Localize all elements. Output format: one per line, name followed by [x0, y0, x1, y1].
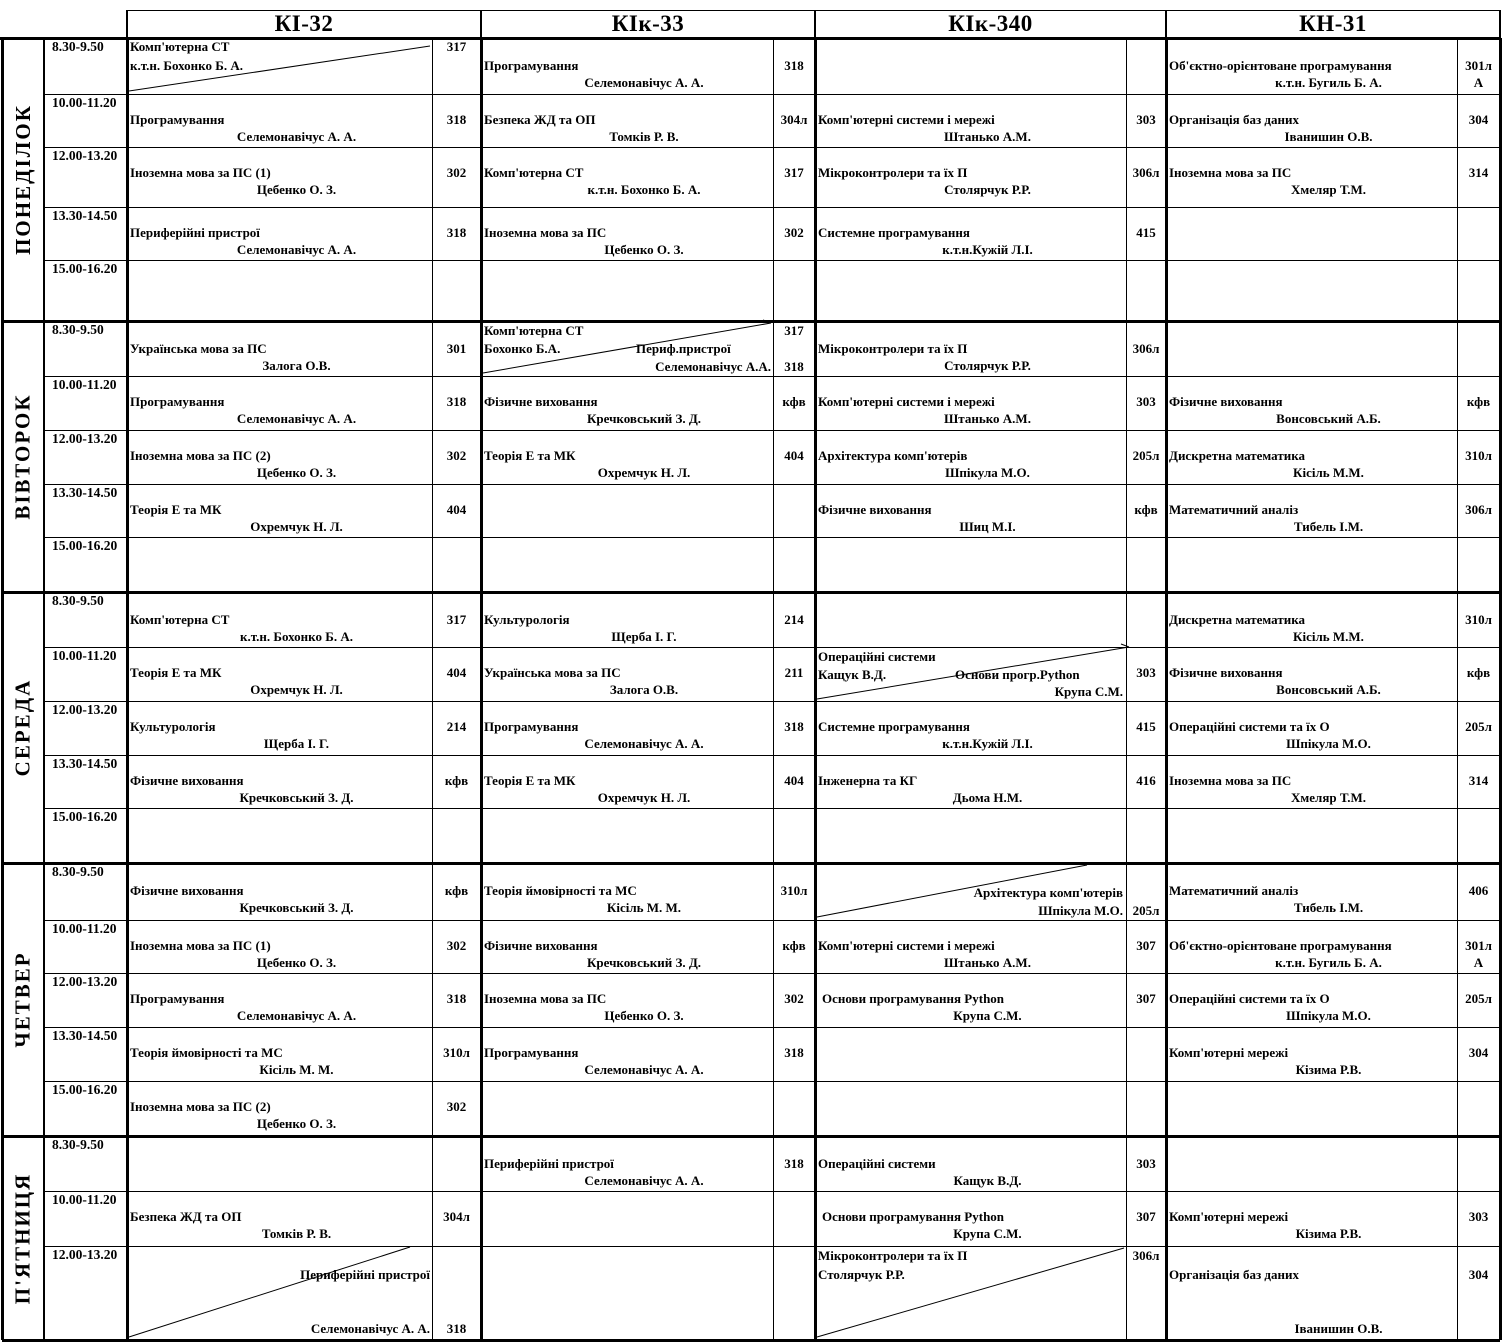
- grid-line-h: [44, 1081, 1500, 1082]
- grid-line-h: [44, 701, 1500, 702]
- lesson-subject: Інженерна та КГ: [818, 773, 918, 788]
- lesson-subject: Культурологія: [130, 719, 216, 734]
- lesson-subject: Периферійні пристрої: [484, 1156, 614, 1171]
- lesson-subject: Програмування: [484, 719, 579, 734]
- group-header: КІ-32: [274, 11, 334, 36]
- lesson-subject: Архітектура комп'ютерів: [973, 885, 1123, 900]
- lesson-teacher: к.т.н.Кужій Л.І.: [942, 736, 1033, 751]
- room-number: 317: [784, 323, 804, 338]
- lesson-subject: Комп'ютерна СТ: [484, 165, 584, 180]
- room-number: 306л: [1132, 341, 1160, 356]
- room-number: 318: [784, 58, 804, 73]
- day-name: П'ЯТНИЦЯ: [10, 1172, 35, 1304]
- room-number: 318: [446, 112, 467, 127]
- day-name: ЧЕТВЕР: [10, 951, 35, 1048]
- room-number: 406: [1468, 883, 1489, 898]
- lesson-subject: Операційні системи та їх О: [1169, 991, 1330, 1006]
- grid-line-h: [44, 1191, 1500, 1192]
- lesson-teacher: Штанько А.М.: [944, 129, 1031, 144]
- room-number: 317: [784, 165, 804, 180]
- time-slot: 10.00-11.20: [52, 95, 117, 110]
- time-slot: 13.30-14.50: [52, 1028, 118, 1043]
- lesson-teacher: Шпікула М.О.: [1038, 903, 1123, 918]
- room-number: 318: [446, 394, 467, 409]
- time-slot: 10.00-11.20: [52, 1192, 117, 1207]
- lesson-teacher: Дьома Н.М.: [952, 790, 1023, 805]
- lesson-subject: Іноземна мова за ПС: [1169, 773, 1292, 788]
- lesson-teacher: Кречковський З. Д.: [586, 411, 702, 426]
- time-slot: 8.30-9.50: [52, 39, 104, 54]
- lesson-teacher: Кречковський З. Д.: [239, 900, 354, 915]
- lesson-teacher: к.т.н. Бугиль Б. А.: [1275, 75, 1382, 90]
- lesson-subject: Операційні системи: [818, 1156, 936, 1171]
- room-number: 307: [1136, 991, 1156, 1006]
- lesson-teacher: к.т.н. Бугиль Б. А.: [1275, 955, 1382, 970]
- lesson-subject: Іноземна мова за ПС: [484, 225, 607, 240]
- time-slot: 15.00-16.20: [52, 809, 118, 824]
- time-slot: 12.00-13.20: [52, 148, 118, 163]
- lesson-subject: Системне програмування: [818, 719, 970, 734]
- room-number: 318: [784, 1156, 804, 1171]
- lesson-teacher: Шиц М.І.: [959, 519, 1016, 534]
- lesson-subject: Фізичне виховання: [484, 938, 598, 953]
- day-separator: [2, 1135, 1500, 1138]
- lesson-teacher: Охремчук Н. Л.: [250, 682, 343, 697]
- lesson-teacher: к.т.н.Кужій Л.І.: [942, 242, 1033, 257]
- grid-line-h: [44, 755, 1500, 756]
- lesson-teacher: Кізима Р.В.: [1295, 1062, 1362, 1077]
- room-number: 303: [1468, 1209, 1489, 1224]
- room-number: 310л: [1465, 612, 1492, 627]
- group-header: КІк-33: [611, 11, 685, 36]
- group-header: КІк-340: [948, 11, 1033, 36]
- lesson-teacher: Селемонавічус А. А.: [236, 411, 357, 426]
- room-number: 304: [1468, 1267, 1489, 1282]
- lesson-subject: Фізичне виховання: [1169, 394, 1283, 409]
- time-slot: 10.00-11.20: [52, 648, 117, 663]
- room-number: 415: [1136, 225, 1156, 240]
- lesson-teacher: Цебенко О. З.: [256, 955, 337, 970]
- lesson-subject: Мікроконтролери та їх П: [818, 1248, 968, 1263]
- lesson-teacher: Іванишин О.В.: [1294, 1321, 1383, 1336]
- time-slot: 12.00-13.20: [52, 1247, 118, 1262]
- lesson-teacher: Кречковський З. Д.: [586, 955, 702, 970]
- lesson-teacher: Шпікула М.О.: [945, 465, 1030, 480]
- grid-line-h: [44, 808, 1500, 809]
- room-number: 318: [784, 1045, 804, 1060]
- room-number: 304: [1468, 1045, 1489, 1060]
- grid-line-h: [44, 1246, 1500, 1247]
- lesson-teacher: Селемонавічус А. А.: [584, 75, 704, 90]
- room-number: кфв: [444, 883, 469, 898]
- lesson-teacher: Цебенко О. З.: [256, 1116, 337, 1131]
- room-number: 317: [446, 39, 467, 54]
- room-number: 404: [784, 773, 804, 788]
- lesson-subject: Операційні системи: [818, 649, 936, 664]
- lesson-teacher: Селемонавічус А. А.: [584, 1173, 704, 1188]
- room-number: 307: [1136, 938, 1156, 953]
- lesson-subject: Українська мова за ПС: [130, 341, 267, 356]
- lesson-teacher: Тибель І.М.: [1293, 900, 1364, 915]
- lesson-teacher: Цебенко О. З.: [604, 242, 684, 257]
- lesson-teacher: Кісіль М. М.: [606, 900, 682, 915]
- room-number: 303: [1136, 394, 1156, 409]
- room-number: кфв: [1466, 394, 1491, 409]
- grid-line-h: [44, 260, 1500, 261]
- lesson-subject-2: Основи прогр.Python: [955, 667, 1080, 682]
- lesson-teacher: Цебенко О. З.: [604, 1008, 684, 1023]
- lesson-teacher: к.т.н. Бохонко Б. А.: [587, 182, 701, 197]
- lesson-teacher: Бохонко Б.А.: [484, 341, 561, 356]
- lesson-teacher: Вонсовський А.Б.: [1276, 411, 1381, 426]
- lesson-subject: Математичний аналіз: [1169, 502, 1299, 517]
- room-number: 302: [446, 165, 467, 180]
- lesson-subject: Організація баз даних: [1169, 112, 1299, 127]
- lesson-teacher: Селемонавічус А. А.: [310, 1321, 430, 1336]
- lesson-teacher: Штанько А.М.: [944, 955, 1031, 970]
- lesson-subject: Комп'ютерні системи і мережі: [818, 394, 995, 409]
- room-number: 310л: [1465, 448, 1492, 463]
- day-name: ВІВТОРОК: [10, 393, 35, 520]
- lesson-teacher: Кащук В.Д.: [953, 1173, 1022, 1188]
- room-number: 211: [784, 665, 804, 680]
- lesson-teacher: Селемонавічус А. А.: [236, 129, 357, 144]
- lesson-teacher: Кісіль М.М.: [1293, 465, 1364, 480]
- time-slot: 10.00-11.20: [52, 377, 117, 392]
- room-number: кфв: [782, 938, 806, 953]
- lesson-subject: Українська мова за ПС: [484, 665, 621, 680]
- lesson-subject: Теорія Е та МК: [484, 448, 576, 463]
- lesson-subject: Іноземна мова за ПС (1): [130, 165, 271, 180]
- time-slot: 15.00-16.20: [52, 538, 118, 553]
- room-number: кфв: [444, 773, 469, 788]
- lesson-teacher: Столярчук Р.Р.: [944, 358, 1031, 373]
- lesson-subject: Комп'ютерні мережі: [1169, 1045, 1289, 1060]
- room-number: 318: [446, 991, 467, 1006]
- lesson-teacher: Тибель І.М.: [1293, 519, 1364, 534]
- room-letter: А: [1473, 955, 1484, 970]
- lesson-subject: Теорія Е та МК: [130, 665, 222, 680]
- lesson-subject: Об'єктно-орієнтоване програмування: [1169, 58, 1392, 73]
- room-number: 301л: [1465, 58, 1492, 73]
- room-number: 302: [784, 991, 804, 1006]
- lesson-subject: Безпека ЖД та ОП: [130, 1209, 242, 1224]
- lesson-subject: Комп'ютерна СТ: [130, 612, 230, 627]
- lesson-teacher: Охремчук Н. Л.: [597, 790, 691, 805]
- grid-line-h: [44, 94, 1500, 95]
- lesson-subject: Фізичне виховання: [818, 502, 932, 517]
- lesson-teacher: к.т.н. Бохонко Б. А.: [240, 629, 353, 644]
- lesson-teacher: Охремчук Н. Л.: [597, 465, 691, 480]
- lesson-subject: Теорія ймовірності та МС: [130, 1045, 283, 1060]
- lesson-teacher: Кізима Р.В.: [1295, 1226, 1362, 1241]
- lesson-subject: Іноземна мова за ПС: [1169, 165, 1292, 180]
- lesson-teacher: Щерба І. Г.: [611, 629, 677, 644]
- lesson-teacher: Кісіль М.М.: [1293, 629, 1364, 644]
- room-number: 404: [784, 448, 804, 463]
- room-number: кфв: [1466, 665, 1491, 680]
- lesson-subject: Організація баз даних: [1169, 1267, 1299, 1282]
- time-slot: 8.30-9.50: [52, 1137, 104, 1152]
- lesson-subject: Математичний аналіз: [1169, 883, 1299, 898]
- lesson-subject: Програмування: [130, 394, 225, 409]
- lesson-teacher: Хмеляр Т.М.: [1291, 182, 1366, 197]
- room-number: 306л: [1132, 165, 1160, 180]
- grid-line-h: [44, 376, 1500, 377]
- lesson-teacher: Селемонавічус А. А.: [236, 1008, 357, 1023]
- lesson-teacher: Шпікула М.О.: [1286, 1008, 1371, 1023]
- lesson-teacher: Столярчук Р.Р.: [944, 182, 1031, 197]
- time-slot: 12.00-13.20: [52, 702, 118, 717]
- time-slot: 15.00-16.20: [52, 1082, 118, 1097]
- grid-line-h: [44, 973, 1500, 974]
- room-number: 303: [1136, 112, 1156, 127]
- room-number: 205л: [1465, 719, 1492, 734]
- group-header: КН-31: [1299, 11, 1367, 36]
- lesson-subject: Фізичне виховання: [484, 394, 598, 409]
- lesson-subject: Комп'ютерні мережі: [1169, 1209, 1289, 1224]
- room-number: 415: [1136, 719, 1156, 734]
- room-number: 306л: [1465, 502, 1492, 517]
- room-number: 205л: [1465, 991, 1492, 1006]
- day-separator: [2, 591, 1500, 594]
- time-slot: 12.00-13.20: [52, 974, 118, 989]
- room-number: 205л: [1132, 448, 1160, 463]
- room-number: 310л: [780, 883, 808, 898]
- room-number: 301: [446, 341, 467, 356]
- lesson-teacher: Кречковський З. Д.: [239, 790, 354, 805]
- day-label: [2, 1136, 44, 1340]
- lesson-subject: Програмування: [130, 112, 225, 127]
- day-label: [2, 38, 44, 321]
- lesson-teacher: Крупа С.М.: [953, 1008, 1022, 1023]
- room-number: 302: [446, 938, 467, 953]
- room-number: 318: [446, 1321, 467, 1336]
- lesson-subject: Системне програмування: [818, 225, 970, 240]
- lesson-subject: Теорія Е та МК: [130, 502, 222, 517]
- lesson-teacher: Вонсовський А.Б.: [1276, 682, 1381, 697]
- day-name: ПОНЕДІЛОК: [10, 104, 35, 255]
- lesson-subject-2: Периф.пристрої: [636, 341, 731, 356]
- lesson-subject: Комп'ютерні системи і мережі: [818, 938, 995, 953]
- room-number: 303: [1136, 1156, 1156, 1171]
- day-name: СЕРЕДА: [10, 678, 35, 777]
- grid-line-h: [44, 207, 1500, 208]
- lesson-subject: Програмування: [130, 991, 225, 1006]
- lesson-subject: Основи програмування Python: [822, 1209, 1005, 1224]
- room-number: 314: [1468, 165, 1489, 180]
- room-number: 317: [446, 612, 467, 627]
- time-slot: 8.30-9.50: [52, 593, 104, 608]
- lesson-teacher: Томків Р. В.: [261, 1226, 332, 1241]
- lesson-subject: Дискретна математика: [1169, 612, 1306, 627]
- room-number: 304л: [780, 112, 808, 127]
- room-number: кфв: [1134, 502, 1158, 517]
- room-number: 214: [784, 612, 804, 627]
- time-slot: 8.30-9.50: [52, 322, 104, 337]
- room-number: 303: [1136, 665, 1156, 680]
- lesson-subject: Комп'ютерна СТ: [130, 39, 230, 54]
- room-number: 318: [446, 225, 467, 240]
- grid-line-h: [44, 537, 1500, 538]
- time-slot: 13.30-14.50: [52, 756, 118, 771]
- lesson-subject: Програмування: [484, 58, 579, 73]
- lesson-teacher: Селемонавічус А. А.: [584, 736, 704, 751]
- time-slot: 10.00-11.20: [52, 921, 117, 936]
- lesson-subject: Комп'ютерні системи і мережі: [818, 112, 995, 127]
- grid-line-v: [1457, 38, 1458, 1340]
- lesson-teacher: Шпікула М.О.: [1286, 736, 1371, 751]
- lesson-subject: Програмування: [484, 1045, 579, 1060]
- day-separator: [2, 320, 1500, 323]
- day-separator: [2, 862, 1500, 865]
- lesson-subject: Фізичне виховання: [130, 773, 244, 788]
- lesson-teacher: Томків Р. В.: [609, 129, 679, 144]
- lesson-subject: Архітектура комп'ютерів: [818, 448, 968, 463]
- lesson-teacher: Залога О.В.: [609, 682, 679, 697]
- lesson-teacher: к.т.н. Бохонко Б. А.: [130, 58, 243, 73]
- lesson-subject: Об'єктно-орієнтоване програмування: [1169, 938, 1392, 953]
- lesson-teacher: Цебенко О. З.: [256, 465, 337, 480]
- grid-line-v: [126, 38, 129, 1340]
- room-number: 404: [446, 502, 467, 517]
- lesson-teacher: Крупа С.М.: [953, 1226, 1022, 1241]
- grid-line-h: [44, 484, 1500, 485]
- room-letter: А: [1473, 75, 1484, 90]
- room-number: 301л: [1465, 938, 1492, 953]
- lesson-teacher: Кісіль М. М.: [259, 1062, 334, 1077]
- day-label: [2, 863, 44, 1136]
- room-number: 302: [784, 225, 804, 240]
- lesson-teacher: Селемонавічус А. А.: [236, 242, 357, 257]
- lesson-subject: Мікроконтролери та їх П: [818, 165, 968, 180]
- lesson-teacher: Щерба І. Г.: [263, 736, 330, 751]
- grid-line-h: [44, 430, 1500, 431]
- lesson-subject: Іноземна мова за ПС (2): [130, 448, 271, 463]
- room-number: 310л: [443, 1045, 470, 1060]
- time-slot: 12.00-13.20: [52, 431, 118, 446]
- room-number: 302: [446, 1099, 467, 1114]
- lesson-subject: Дискретна математика: [1169, 448, 1306, 463]
- lesson-teacher: Залога О.В.: [262, 358, 331, 373]
- time-slot: 13.30-14.50: [52, 485, 118, 500]
- lesson-subject: Мікроконтролери та їх П: [818, 341, 968, 356]
- lesson-subject: Основи програмування Python: [822, 991, 1005, 1006]
- lesson-subject: Іноземна мова за ПС (1): [130, 938, 271, 953]
- room-number: 404: [446, 665, 467, 680]
- room-number: 306л: [1132, 1248, 1160, 1263]
- time-slot: 15.00-16.20: [52, 261, 118, 276]
- grid-line-h: [44, 647, 1500, 648]
- time-slot: 8.30-9.50: [52, 864, 104, 879]
- room-number: 318: [784, 719, 804, 734]
- lesson-subject: Іноземна мова за ПС: [484, 991, 607, 1006]
- lesson-teacher: Хмеляр Т.М.: [1291, 790, 1366, 805]
- lesson-subject: Теорія ймовірності та МС: [484, 883, 637, 898]
- time-slot: 13.30-14.50: [52, 208, 118, 223]
- room-number: 302: [446, 448, 467, 463]
- lesson-subject: Іноземна мова за ПС (2): [130, 1099, 271, 1114]
- day-label: [2, 592, 44, 863]
- lesson-teacher: Штанько А.М.: [944, 411, 1031, 426]
- lesson-subject: Комп'ютерна СТ: [484, 323, 584, 338]
- grid-line-h: [44, 920, 1500, 921]
- lesson-teacher-2: Селемонавічус А.А.: [655, 359, 771, 374]
- room-number: 214: [446, 719, 467, 734]
- lesson-teacher: Столярчук Р.Р.: [818, 1267, 905, 1282]
- lesson-teacher: Іванишин О.В.: [1284, 129, 1373, 144]
- lesson-subject: Теорія Е та МК: [484, 773, 576, 788]
- room-number: 314: [1468, 773, 1489, 788]
- room-number: 304: [1468, 112, 1489, 127]
- room-number: 304л: [443, 1209, 470, 1224]
- lesson-subject: Фізичне виховання: [130, 883, 244, 898]
- lesson-subject: Фізичне виховання: [1169, 665, 1283, 680]
- lesson-teacher: Кащук В.Д.: [818, 667, 887, 682]
- lesson-teacher: Цебенко О. З.: [256, 182, 337, 197]
- lesson-teacher: Селемонавічус А. А.: [584, 1062, 704, 1077]
- grid-line-h: [44, 1027, 1500, 1028]
- grid-line-h: [44, 147, 1500, 148]
- lesson-subject: Безпека ЖД та ОП: [484, 112, 596, 127]
- room-number: 416: [1136, 773, 1156, 788]
- day-label: [2, 321, 44, 592]
- lesson-teacher: Охремчук Н. Л.: [250, 519, 343, 534]
- lesson-subject: Культурологія: [484, 612, 570, 627]
- lesson-teacher-2: Крупа С.М.: [1054, 684, 1123, 699]
- lesson-subject: Периферійні пристрої: [130, 225, 260, 240]
- room-number: 318: [784, 359, 804, 374]
- room-number: кфв: [782, 394, 806, 409]
- grid-line-v: [1499, 10, 1501, 38]
- lesson-subject: Операційні системи та їх О: [1169, 719, 1330, 734]
- room-number: 307: [1136, 1209, 1156, 1224]
- room-number: 205л: [1132, 903, 1160, 918]
- lesson-subject: Периферійні пристрої: [300, 1267, 430, 1282]
